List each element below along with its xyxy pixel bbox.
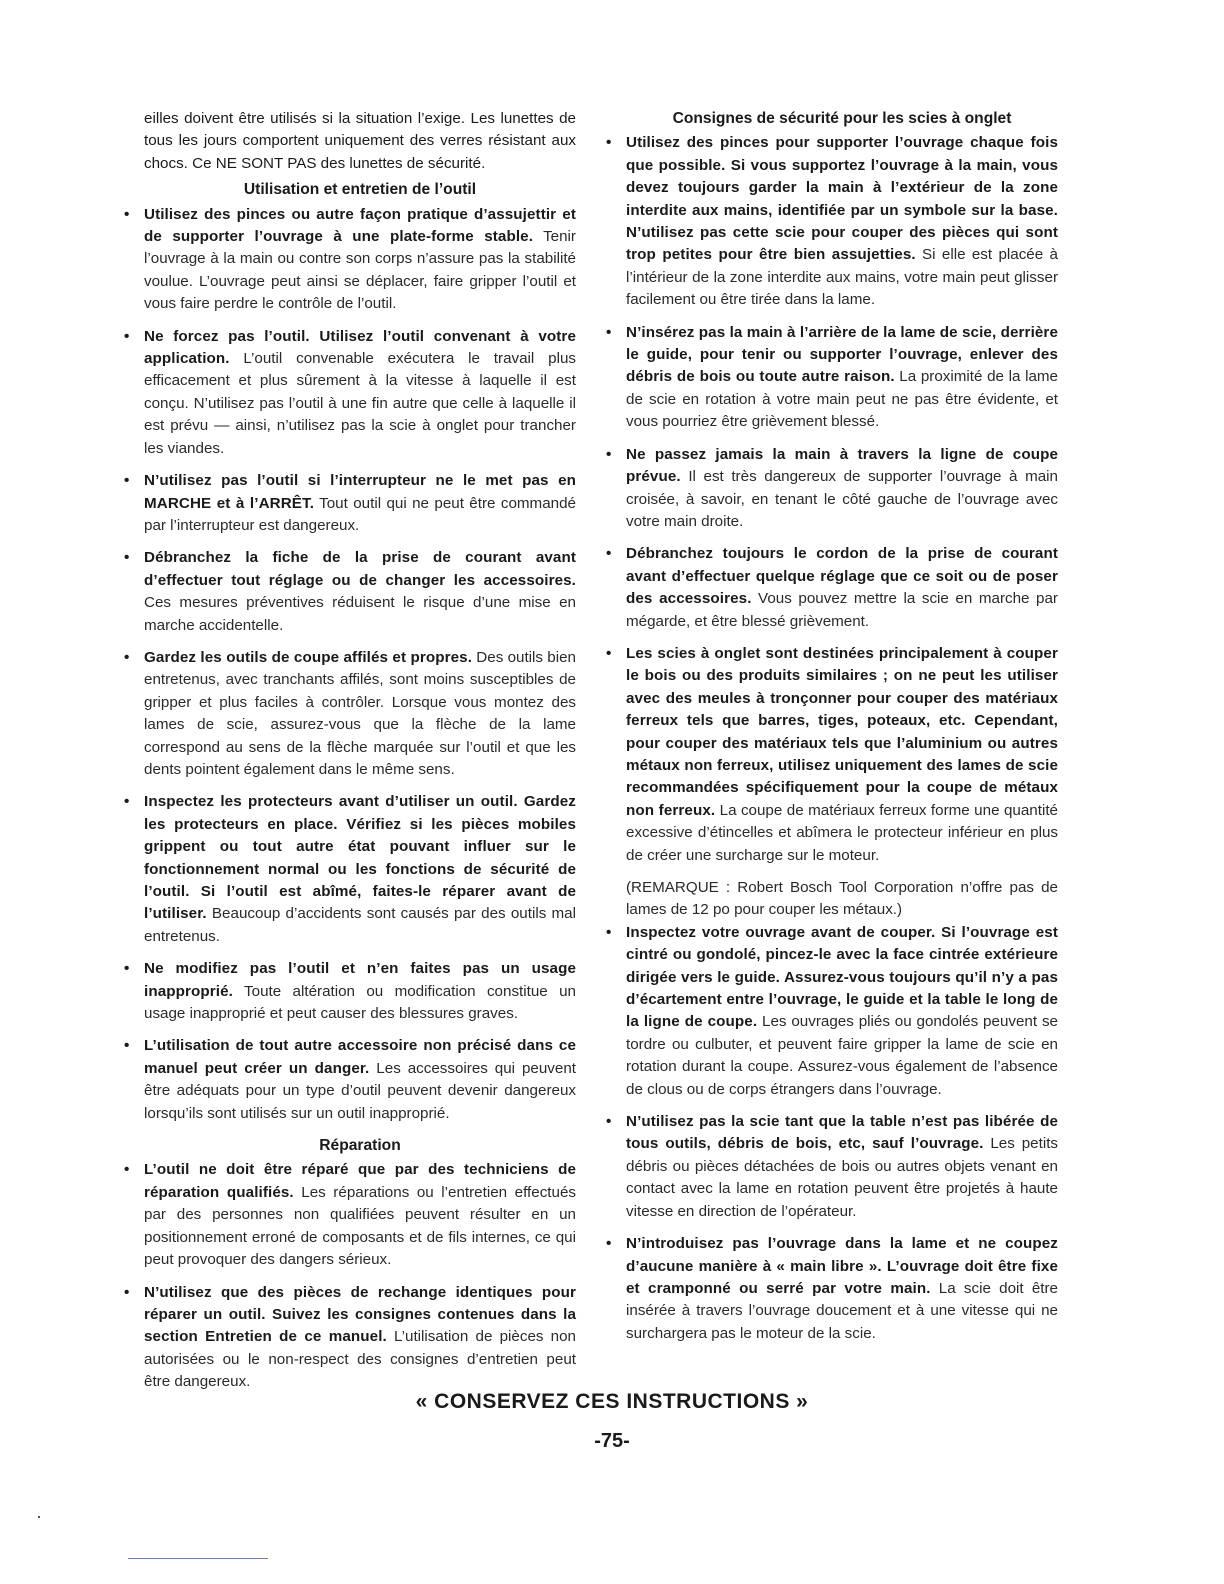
item-lead: L’outil ne doit être réparé que par des techniciens de réparation qualifiés. [144,1161,576,1201]
list-item [124,326,576,460]
bullet-icon: • [124,1037,130,1055]
list-item [606,444,1058,534]
list-item [606,322,1059,434]
bullet-icon: • [606,445,612,463]
bullet-icon: • [606,323,612,341]
item-body: Ces mesures préventives réduisent le risque d’une mise en marche accidentelle. [144,594,576,634]
repair-list [124,1159,577,1393]
intro-paragraph: eilles doivent être utilisés si la situation l’exige. Les lunettes de tous les jours comportent uniquement des verres résistant aux chocs. Ce NE SONT PAS des lunettes de sécurité. [144,110,576,172]
left-column [124,108,577,1404]
item-lead: L’utilisation de tout autre accessoire non précisé dans ce manuel peut créer un danger. [144,1037,576,1077]
section-heading-miter-saw: Consignes de sécurité pour les scies à onglet [672,110,1012,127]
item-lead: Gardez les outils de coupe affilés et propres. [144,648,473,666]
item-body: Les accessoires qui peuvent être adéquats pour un type d’outil peuvent devenir dangereux lorsqu’ils sont utilisés sur un outil inapproprié. [144,1059,576,1122]
list-item [606,132,1058,311]
note-paragraph: (REMARQUE : Robert Bosch Tool Corporation n’offre pas de lames de 12 po pour couper les métaux.) [626,879,1058,919]
item-body: Tenir l’ouvrage à la main ou contre son corps n’assure pas la stabilité voulue. L’ouvrage peut ainsi se déplacer, faire gripper l’outil et vous faire perdre le contrôle de l’outil. [144,228,576,313]
bullet-icon: • [606,644,612,662]
tool-use-list [124,204,576,1125]
item-lead: N’utilisez pas la scie tant que la table n’est pas libérée de tous outils, débris de bois, etc, sauf l’ouvrage. [626,1113,1058,1153]
list-item [124,204,576,316]
bullet-icon: • [606,923,612,941]
page-number: -75- [594,1430,630,1452]
item-lead: N’utilisez pas l’outil si l’interrupteur ne le met pas en MARCHE et à l’ARRÊT. [144,472,576,512]
right-column [606,108,1059,1355]
item-body: La scie doit être insérée à travers l’ouvrage doucement et à une vitesse qui ne surchargera pas le moteur de la scie. [626,1279,1059,1342]
section-heading-tool-use: Utilisation et entretien de l’outil [243,181,477,199]
list-item [124,791,576,948]
scan-speck [38,1516,40,1518]
item-lead: N’utilisez que des pièces de rechange identiques pour réparer un outil. Suivez les consignes contenues dans la section Entretien de ce manuel. [144,1283,576,1346]
bullet-icon: • [606,545,612,563]
item-body: Tout outil qui ne peut être commandé par l’interrupteur est dangereux. [144,494,576,534]
bullet-icon: • [124,1161,130,1179]
item-body: Il est très dangereux de supporter l’ouvrage à main croisée, à savoir, en tenant le côté gauche de l’ouvrage avec votre main droite. [626,468,1058,530]
item-body: La proximité de la lame de scie en rotation à votre main peut ne pas être évidente, et vous pourriez être grièvement blessé. [626,368,1059,431]
item-body: Vous pouvez mettre la scie en marche par mégarde, et être blessé grièvement. [626,590,1058,630]
bullet-icon: • [124,472,130,490]
item-lead: Inspectez votre ouvrage avant de couper. Si l’ouvrage est cintré ou gondolé, pincez-le avec la face cintrée extérieure dirigée vers le guide. Assurez-vous toujours qu’il n’y a pas d’écartement entre l’ouvrage, le guide et la table le long de la ligne de coupe. [626,923,1058,1031]
item-body: Beaucoup d’accidents sont causés par des outils mal entretenus. [144,905,576,945]
miter-saw-list-b [606,922,1059,1345]
list-item [606,543,1058,633]
bullet-icon: • [124,1283,130,1301]
bullet-icon: • [606,1235,612,1253]
list-item [124,470,576,537]
item-body: L’outil convenable exécutera le travail plus efficacement et plus sûrement à la vitesse à laquelle il est conçu. N’utilisez pas l’outil à une fin autre que celle à laquelle il est prévu — ainsi, n’utilisez pas la scie à onglet pour trancher les viandes. [144,350,576,457]
bullet-icon: • [124,960,130,978]
item-lead: Ne modifiez pas l’outil et n’en faites pas un usage inapproprié. [144,960,576,1000]
list-item [124,647,576,781]
item-lead: Débranchez toujours le cordon de la prise de courant avant d’effectuer quelque réglage que ce soit ou de poser des accessoires. [626,545,1058,608]
item-body: Les ouvrages pliés ou gondolés peuvent se tordre ou culbuter, et peuvent faire gripper la lame de scie en rotation durant la coupe. Assurez-vous également de l’absence de clous ou de corps étrangers dans l’ouvrage. [626,1013,1058,1098]
bullet-icon: • [124,327,130,345]
bullet-icon: • [606,134,612,152]
item-lead: Utilisez des pinces ou autre façon pratique d’assujettir et de supporter l’ouvrage à une plate-forme stable. [144,205,576,246]
list-item [124,958,576,1025]
item-lead: Débranchez la fiche de la prise de courant avant d’effectuer tout réglage ou de changer les accessoires. [144,549,576,589]
bullet-icon: • [124,205,130,223]
section-heading-repair: Réparation [319,1137,401,1155]
item-lead: Les scies à onglet sont destinées principalement à couper le bois ou des produits similaires ; on ne peut les utiliser avec des meules à tronçonner pour couper des matériaux ferreux tels que barres, tiges, poteaux, etc. Cependant, pour couper des matériaux tels que l’aluminium ou autres métaux non ferreux, utilisez uniquement des lames de scie recommandées spécifiquement pour la coupe de métaux non ferreux. [626,644,1058,819]
item-lead: N’introduisez pas l’ouvrage dans la lame et ne coupez d’aucune manière à « main libre ». L’ouvrage doit être fixe et cramponné ou serré par votre main. [626,1235,1058,1297]
bullet-icon: • [124,648,130,666]
item-body: L’utilisation de pièces non autorisées ou le non-respect des consignes d’entretien peut être dangereux. [144,1328,577,1391]
item-body: Les réparations ou l’entretien effectués par des personnes non qualifiées peuvent résulter en un positionnement erroné de composants et de fils internes, ce qui peut provoquer des dangers sérieux. [144,1183,577,1269]
list-item [606,1233,1059,1345]
item-lead: Ne passez jamais la main à travers la ligne de coupe prévue. [626,445,1058,486]
item-body: Toute altération ou modification constitue un usage inapproprié et peut causer des blessures graves. [144,982,576,1023]
list-item [124,1159,577,1271]
list-item [124,547,576,637]
item-lead: Ne forcez pas l’outil. Utilisez l’outil convenant à votre application. [144,327,576,368]
list-item [124,1035,576,1125]
miter-saw-list-a [606,132,1059,867]
item-lead: Inspectez les protecteurs avant d’utiliser un outil. Gardez les protecteurs en place. Vérifiez si les pièces mobiles grippent ou tout autre état pouvant influer sur le fonctionnement normal ou les fonctions de sécurité de l’outil. Si l’outil est abîmé, faites-le réparer avant de l’utiliser. [144,793,576,923]
item-lead: Utilisez des pinces pour supporter l’ouvrage chaque fois que possible. Si vous supportez l’ouvrage à la main, vous devez toujours garder la main à l’extérieur de la zone interdite aux mains, identifiée par un symbole sur la base. N’utilisez pas cette scie pour couper des pièces qui sont trop petites pour être bien assujetties. [626,134,1058,264]
footnote-rule [128,1558,268,1559]
item-lead: N’insérez pas la main à l’arrière de la lame de scie, derrière le guide, pour tenir ou supporter l’ouvrage, enlever des débris de bois ou toute autre raison. [626,323,1058,386]
list-item [606,1111,1059,1223]
bullet-icon: • [124,793,130,811]
list-item [606,643,1058,867]
list-item [606,922,1058,1101]
list-item [124,1282,577,1394]
item-body: Les petits débris ou pièces détachées de bois ou autres objets venant en contact avec la lame en rotation peuvent être projetés à haute vitesse en direction de l’opérateur. [626,1135,1059,1220]
bullet-icon: • [606,1113,612,1131]
item-body: Des outils bien entretenus, avec tranchants affilés, sont moins susceptibles de gripper et plus faciles à contrôler. Lorsque vous montez des lames de scie, assurez-vous que la flèche de la lame correspond au sens de la flèche marquée sur l’outil et que les dents pointent également dans le même sens. [144,648,576,778]
save-instructions-banner: « CONSERVEZ CES INSTRUCTIONS » [415,1390,809,1413]
item-body: La coupe de matériaux ferreux forme une quantité excessive d’étincelles et abîmera le protecteur inférieur en plus de créer une surcharge sur le moteur. [626,801,1058,864]
bullet-icon: • [124,549,130,567]
item-body: Si elle est placée à l’intérieur de la zone interdite aux mains, votre main peut glisser facilement ou être tirée dans la lame. [626,246,1058,309]
